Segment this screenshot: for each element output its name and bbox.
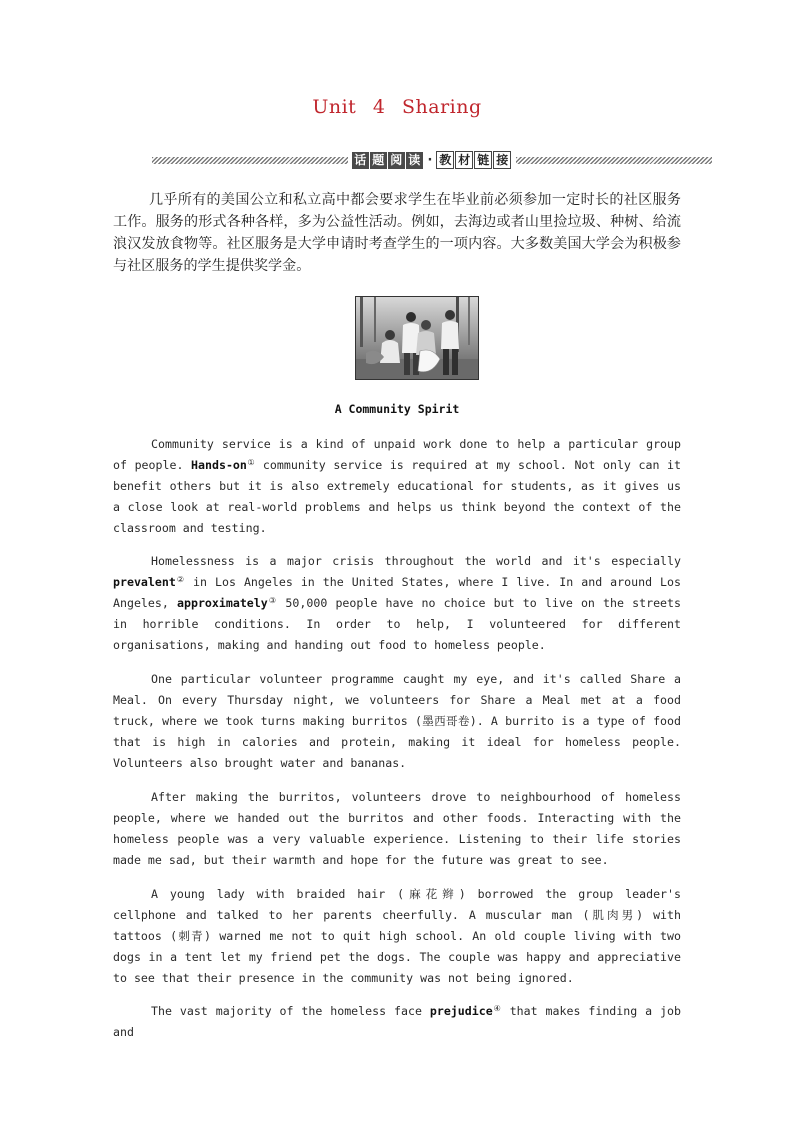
keyword-prevalent: prevalent	[113, 575, 176, 589]
left-hatch-divider	[152, 157, 348, 164]
footnote-marker: ①	[246, 458, 256, 467]
paragraph-text: that makes finding a job and	[113, 1004, 681, 1039]
section-tag-char: 话	[352, 152, 369, 169]
footnote-marker: ②	[175, 575, 186, 584]
article-paragraph-2	[113, 551, 681, 656]
chinese-intro-paragraph: 几乎所有的美国公立和私立高中都会要求学生在毕业前必须参加一定时长的社区服务工作。服务的形式各种各样，多为公益性活动。例如，去海边或者山里捡垃圾、种树、给流浪汉发放食物等。社区服务是大学申请时考查学生的一项内容。大多数美国大学会为积极参与社区服务的学生提供奖学金。	[113, 192, 681, 274]
section-tag-char: 读	[406, 152, 423, 169]
footnote-marker: ③	[267, 596, 278, 605]
section-tag-char: 材	[455, 151, 473, 169]
section-tag-char: 阅	[388, 152, 405, 169]
keyword-hands-on: Hands-on	[191, 458, 247, 472]
section-tag-dot: ·	[425, 152, 435, 168]
keyword-prejudice: prejudice	[429, 1004, 493, 1018]
section-header-bar	[152, 150, 712, 170]
paragraph-text: The vast majority of the homeless face	[151, 1004, 430, 1018]
right-hatch-divider	[516, 157, 712, 164]
section-tag-group	[352, 151, 512, 169]
article-paragraph-3: One particular volunteer programme caught my eye, and it's called Share a Meal. On every Thursday night, we volunteers for Share a Meal met at a food truck, where we took turns making burritos (墨西哥卷). A burrito is a type of food that is high in calories and protein, making it ideal for homeless people. Volunteers also brought water and bananas.	[113, 672, 681, 770]
article-paragraph-4: After making the burritos, volunteers drove to neighbourhood of homeless people, where we handed out the burritos and other foods. Interacting with the homeless people was a very valuable experience. Listening to their life stories made me sad, but their warmth and hope for the future was great to see.	[113, 790, 681, 867]
unit-title: Unit 4 Sharing	[312, 96, 482, 118]
footnote-marker: ④	[492, 1004, 502, 1013]
section-tag-char: 教	[436, 151, 454, 169]
paragraph-text: 50,000 people have no choice but to live on the streets in horrible conditions. In order to help, I volunteered for different organisations, making and handing out food to homeless people.	[113, 596, 682, 652]
keyword-approximately: approximately	[177, 596, 268, 610]
section-tag-char: 接	[493, 151, 511, 169]
paragraph-text: community service is required at my school. Not only can it benefit others but it is also extremely educational for students, as it gives us a close look at real-world problems and helps us think beyond the context of the classroom and testing.	[113, 458, 682, 535]
article-paragraph-1	[113, 434, 681, 539]
section-tag-char: 链	[474, 151, 492, 169]
paragraph-text: Homelessness is a major crisis throughout the world and it's especially	[151, 554, 681, 568]
paragraph-text: Community service is a kind of unpaid work done to help a particular group of people.	[113, 437, 681, 472]
section-tag-char: 题	[370, 152, 387, 169]
article-paragraph-6	[113, 1001, 681, 1043]
article-title: A Community Spirit	[334, 402, 460, 416]
paragraph-text: in Los Angeles in the United States, where I live. In and around Los Angeles,	[113, 575, 681, 610]
article-paragraph-5: A young lady with braided hair (麻花辫) borrowed the group leader's cellphone and talked to her parents cheerfully. A muscular man (肌肉男) with tattoos (刺青) warned me not to quit high school. An old couple living with two dogs in a tent let my friend pet the dogs. The couple was happy and appreciative to see that their presence in the community was not being ignored.	[113, 887, 681, 985]
volunteers-photo	[355, 296, 479, 380]
